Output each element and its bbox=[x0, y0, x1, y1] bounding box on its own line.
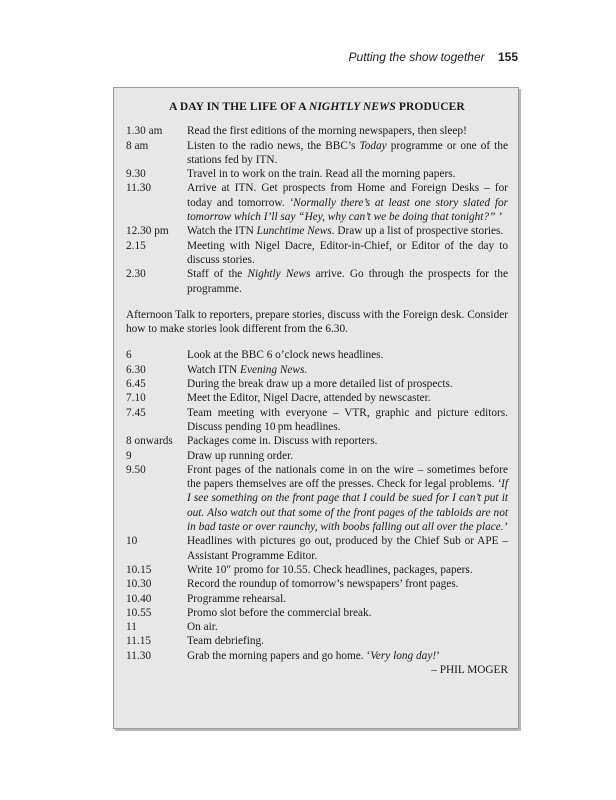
entry-time: 11.30 bbox=[126, 182, 151, 195]
schedule-entry bbox=[126, 634, 508, 648]
entry-time: 2.30 bbox=[126, 268, 146, 281]
entry-time: 11.15 bbox=[126, 635, 151, 648]
entry-time: 10 bbox=[126, 535, 138, 548]
entry-time: 6.30 bbox=[126, 363, 146, 376]
box-title-italic: NIGHTLY NEWS bbox=[308, 101, 396, 113]
entry-text: Programme rehearsal. bbox=[187, 592, 287, 605]
entry-time: 12.30 pm bbox=[126, 225, 169, 238]
schedule-entry bbox=[126, 224, 508, 238]
entry-time: 9 bbox=[126, 449, 132, 462]
entry-text: Packages come in. Discuss with reporters. bbox=[187, 435, 378, 448]
entry-text: Headlines with pictures go out, produced by the Chief Sub or APE – Assistant Programme Editor. bbox=[187, 535, 508, 562]
schedule-entry bbox=[126, 449, 508, 463]
box-title-part: A DAY IN THE LIFE OF A bbox=[169, 101, 309, 113]
entry-text: Team meeting with everyone – VTR, graphic and picture editors. Discuss pending 10 pm headlines. bbox=[187, 406, 508, 433]
entry-time: 8 am bbox=[126, 139, 149, 152]
entry-text: Travel in to work on the train. Read all the morning papers. bbox=[187, 168, 456, 181]
entry-text: During the break draw up a more detailed list of prospects. bbox=[187, 378, 453, 391]
entry-text: Listen to the radio news, the BBC’s Today programme or one of the stations fed by ITN. bbox=[187, 139, 508, 166]
entry-time: 10.55 bbox=[126, 606, 152, 619]
schedule-entry bbox=[126, 434, 508, 448]
entry-time: 6.45 bbox=[126, 378, 146, 391]
schedule-entry bbox=[126, 377, 508, 391]
box-title bbox=[126, 100, 508, 114]
schedule-entry bbox=[126, 348, 508, 362]
entry-text: On air. bbox=[187, 621, 218, 634]
entry-time: 1.30 am bbox=[126, 125, 163, 138]
page-number: 155 bbox=[497, 50, 518, 64]
schedule-entry bbox=[126, 124, 508, 138]
entry-time: 11 bbox=[126, 621, 137, 634]
entry-text: Front pages of the nationals come in on the wire – sometimes before the papers themselves are off the presses. Check for legal problems. ‘If I see something on the front page that I could be sued for I can’t put it out. Also watch out that some of the front pages of the tabloids are not in bad taste or over raunchy, with boobs falling out all over the place.’ bbox=[187, 463, 508, 534]
entry-text: Promo slot before the commercial break. bbox=[187, 606, 372, 619]
signature: – PHIL MOGER bbox=[431, 663, 508, 676]
entry-time: 8 onwards bbox=[126, 435, 173, 448]
entry-time: 10.30 bbox=[126, 578, 152, 591]
entry-time: 6 bbox=[126, 349, 132, 362]
box-title-part: PRODUCER bbox=[395, 101, 465, 113]
entry-time: 9.30 bbox=[126, 168, 146, 181]
entry-time: 10.40 bbox=[126, 592, 152, 605]
running-header bbox=[349, 50, 518, 64]
entry-text: Record the roundup of tomorrow’s newspapers’ front pages. bbox=[187, 578, 459, 591]
schedule-entry bbox=[126, 167, 508, 181]
schedule-entry bbox=[126, 267, 508, 296]
schedule-entry bbox=[126, 463, 508, 534]
schedule-entry bbox=[126, 563, 508, 577]
schedule-entry bbox=[126, 606, 508, 620]
entry-text: Watch the ITN Lunchtime News. Draw up a list of prospective stories. bbox=[187, 225, 504, 238]
schedule-entry bbox=[126, 577, 508, 591]
entry-text: Read the first editions of the morning newspapers, then sleep! bbox=[187, 125, 467, 138]
afternoon-paragraph: Afternoon Talk to reporters, prepare stories, discuss with the Foreign desk. Consider how to make stories look different from the 6.30. bbox=[126, 308, 508, 336]
entry-time: 7.45 bbox=[126, 406, 146, 419]
schedule-entry bbox=[126, 649, 508, 663]
entry-text: Staff of the Nightly News arrive. Go through the prospects for the programme. bbox=[187, 268, 508, 295]
schedule-entry bbox=[126, 239, 508, 268]
entry-text: Meet the Editor, Nigel Dacre, attended by newscaster. bbox=[187, 392, 431, 405]
entry-text: Draw up running order. bbox=[187, 449, 294, 462]
schedule-entry bbox=[126, 391, 508, 405]
entry-time: 7.10 bbox=[126, 392, 146, 405]
entry-time: 11.30 bbox=[126, 649, 151, 662]
entry-text: Watch ITN Evening News. bbox=[187, 363, 308, 376]
entry-text: Grab the morning papers and go home. ‘Very long day!’ bbox=[187, 649, 440, 662]
schedule-entry bbox=[126, 139, 508, 168]
schedule-entry bbox=[126, 592, 508, 606]
entry-text: Meeting with Nigel Dacre, Editor-in-Chief, or Editor of the day to discuss stories. bbox=[187, 239, 508, 266]
entry-text: Team debriefing. bbox=[187, 635, 264, 648]
morning-schedule bbox=[126, 124, 508, 296]
schedule-entry bbox=[126, 363, 508, 377]
sidebar-box bbox=[113, 87, 519, 729]
schedule-entry bbox=[126, 534, 508, 563]
entry-text: Arrive at ITN. Get prospects from Home and Foreign Desks – for today and tomorrow. ‘Normally there’s at least one story slated for tomorrow which I’ll say “Hey, why can’t we be doing that tonight?” ’ bbox=[187, 182, 508, 224]
entry-time: 9.50 bbox=[126, 463, 146, 476]
evening-schedule bbox=[126, 348, 508, 663]
entry-time: 2.15 bbox=[126, 239, 146, 252]
schedule-entry bbox=[126, 181, 508, 224]
entry-time: 10.15 bbox=[126, 563, 152, 576]
schedule-entry bbox=[126, 406, 508, 435]
entry-text: Look at the BBC 6 o’clock news headlines. bbox=[187, 349, 384, 362]
entry-text: Write 10″ promo for 10.55. Check headlines, packages, papers. bbox=[187, 563, 473, 576]
schedule-entry bbox=[126, 620, 508, 634]
running-header-title: Putting the show together bbox=[348, 50, 485, 64]
